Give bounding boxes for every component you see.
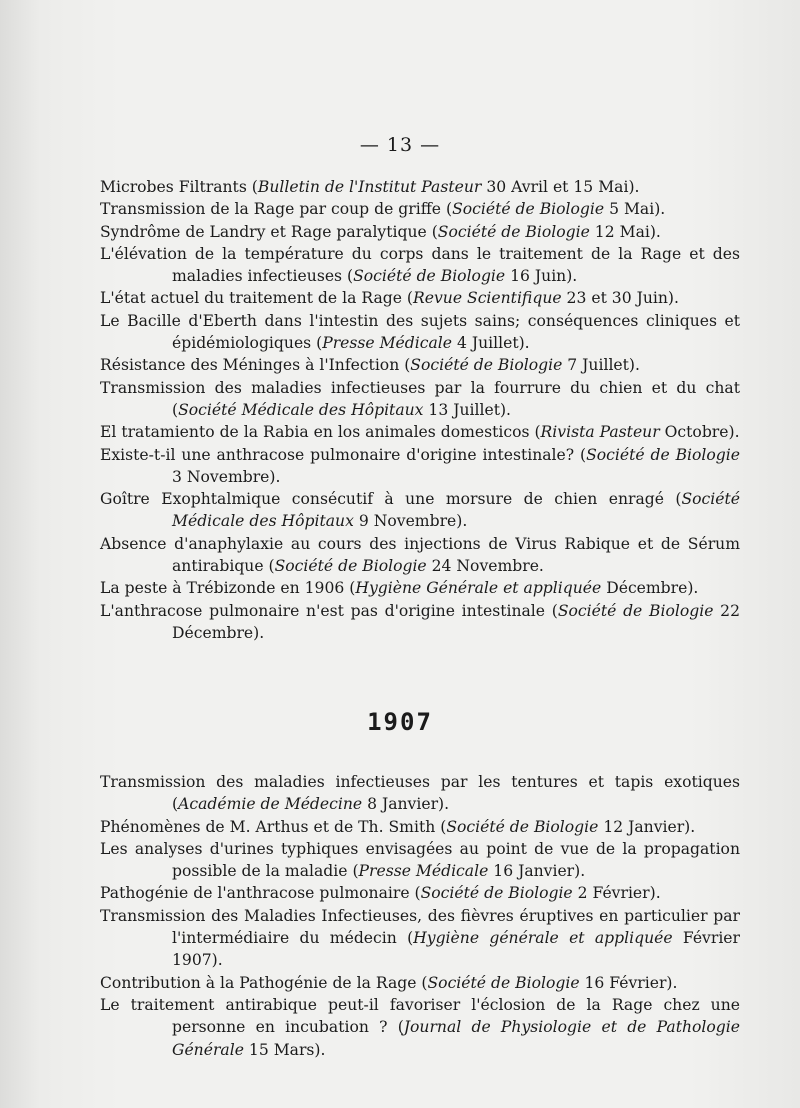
entry-title: Transmission des Maladies Infectieuses, des fièvres éruptives en particulier par l'intermédiaire du médecin ( [100,906,740,948]
entry-date: 16 Février). [579,973,678,992]
entry-title: Transmission des maladies infectieuses par la fourrure du chien et du chat ( [100,378,740,419]
bibliography-entry [100,354,740,376]
entry-title: Phénomènes de M. Arthus et de Th. Smith ( [100,817,447,836]
entry-date: 23 et 30 Juin). [561,289,679,308]
entry-source: Hygiène Générale et appliquée [355,579,602,598]
entry-date: 8 Janvier). [362,795,450,814]
entry-title: L'état actuel du traitement de la Rage ( [100,289,413,308]
entry-source: Société de Biologie [452,200,605,219]
entry-source: Société de Biologie [420,884,573,903]
bibliography-entry [100,600,740,645]
entry-title: Syndrôme de Landry et Rage paralytique ( [100,222,438,241]
bibliography-entry [100,310,740,355]
entry-source: Société Médicale des Hôpitaux [172,490,740,531]
entry-date: 3 Novembre). [172,467,281,486]
bibliography-entry [100,287,740,309]
bibliography-entry [100,488,740,533]
entry-source: Presse Médicale [322,334,452,353]
entry-source: Presse Médicale [358,862,489,881]
entry-title: Absence d'anaphylaxie au cours des injections de Virus Rabique et de Sérum antirabique ( [100,534,740,576]
bibliography-entry [100,771,740,816]
entry-source: Société de Biologie [274,557,427,576]
entry-title: Le Bacille d'Eberth dans l'intestin des sujets sains; conséquences cliniques et épidémiologiques ( [100,311,740,353]
entry-date: 7 Juillet). [562,356,640,375]
entry-date: 13 Juillet). [423,400,512,419]
entry-title: L'élévation de la température du corps dans le traitement de la Rage et des maladies infectieuses ( [100,244,740,286]
page-number: — 13 — [359,134,441,156]
bibliography-entry [100,972,740,994]
entry-source: Rivista Pasteur [540,423,660,442]
entry-title: Transmission de la Rage par coup de griffe ( [100,200,453,219]
entry-date: Février 1907). [172,929,740,970]
entry-date: 5 Mai). [604,200,666,219]
entry-date: 16 Janvier). [488,862,586,881]
entry-date: 16 Juin). [505,267,578,286]
entry-title: Le traitement antirabique peut-il favoriser l'éclosion de la Rage chez une personne en incubation ? ( [100,995,740,1037]
entry-title: Microbes Filtrants ( [100,178,258,196]
entry-source: Revue Scientifique [413,289,562,308]
entry-title: El tratamiento de la Rabia en los animales domesticos ( [100,423,541,442]
entry-title: Contribution à la Pathogénie de la Rage ( [100,973,428,992]
entry-title: L'anthracose pulmonaire n'est pas d'origine intestinale ( [100,601,558,620]
entry-date: 24 Novembre. [426,557,544,576]
entry-source: Société de Biologie [557,601,714,620]
entry-source: Société de Biologie [410,356,563,375]
bibliography-entry [100,816,740,838]
bibliography-entry [100,198,740,220]
entry-date: 2 Février). [572,884,661,903]
entry-source: Académie de Médecine [178,795,363,814]
bibliography-entry [100,533,740,578]
entry-date: 30 Avril et 15 Mai). [481,178,640,196]
bibliography-section-1906 [100,176,740,644]
entry-source: Société de Biologie [446,817,599,836]
entry-title: Goître Exophtalmique consécutif à une morsure de chien enragé ( [100,490,682,509]
entry-title: Les analyses d'urines typhiques envisagées au point de vue de la propagation possible de la maladie ( [100,839,740,881]
bibliography-entry [100,994,740,1061]
entry-date: Octobre). [659,423,740,442]
entry-title: Pathogénie de l'anthracose pulmonaire ( [100,884,421,903]
entry-date: 12 Janvier). [598,817,696,836]
bibliography-entry [100,444,740,489]
bibliography-section-1907 [100,771,740,1061]
bibliography-entry [100,838,740,883]
entry-source: Société de Biologie [437,222,590,241]
entry-source: Société Médicale des Hôpitaux [178,400,424,419]
entry-source: Journal de Physiologie et de Pathologie Générale [172,1018,740,1059]
entry-title: La peste à Trébizonde en 1906 ( [100,579,356,598]
entry-source: Société de Biologie [353,267,506,286]
entry-source: Bulletin de l'Institut Pasteur [257,178,482,196]
bibliography-entry [100,577,740,599]
entry-date: 9 Novembre). [353,512,468,531]
bibliography-entry [100,176,740,198]
entry-title: Résistance des Méninges à l'Infection ( [100,356,411,375]
bibliography-entry [100,882,740,904]
bibliography-entry [100,905,740,972]
entry-source: Société de Biologie [586,445,740,464]
entry-date: 22 Décembre). [172,601,740,642]
bibliography-entry [100,377,740,422]
entry-title: Existe-t-il une anthracose pulmonaire d'origine intestinale? ( [100,445,587,464]
bibliography-entry [100,221,740,243]
entry-date: 15 Mars). [243,1040,326,1059]
entry-date: 12 Mai). [589,222,661,241]
bibliography-entry [100,243,740,288]
entry-source: Société de Biologie [427,973,580,992]
entry-source: Hygiène générale et appliquée [413,929,673,948]
entry-title: Transmission des maladies infectieuses par les tentures et tapis exotiques ( [100,773,740,814]
year-heading: 1907 [367,708,433,736]
bibliography-entry [100,421,740,443]
entry-date: Décembre). [601,579,699,598]
entry-date: 4 Juillet). [452,334,530,353]
